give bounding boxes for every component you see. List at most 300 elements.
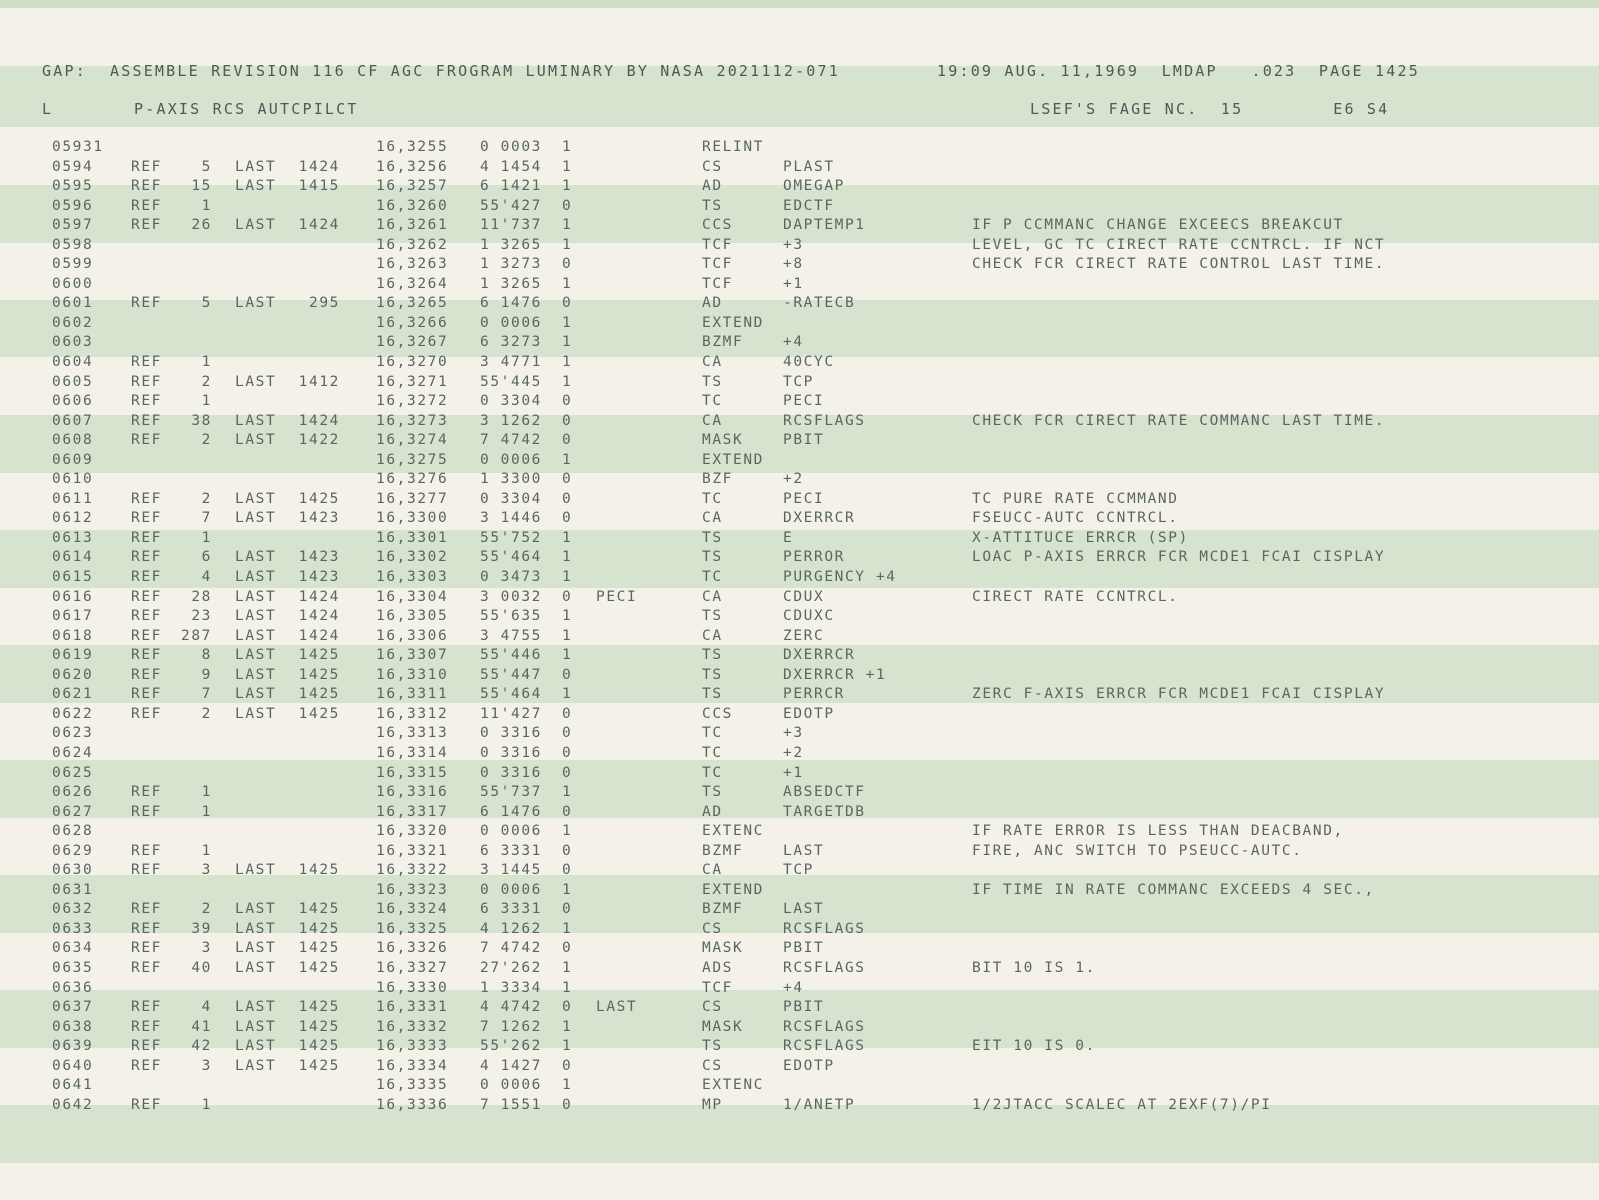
- line-number: 0595: [52, 178, 94, 195]
- operand: CDUX: [783, 588, 825, 605]
- opcode: CS: [702, 158, 723, 175]
- last-marker: LAST: [235, 373, 277, 390]
- page-header-line-2: [42, 100, 1390, 118]
- parity-bit: 0: [562, 1096, 573, 1113]
- octal-word: 6 3331: [480, 901, 542, 918]
- memory-address: 16,3265: [376, 295, 449, 312]
- octal-word: 0 3304: [480, 490, 542, 507]
- header-assembly-title: ASSEMBLE REVISION 116 CF AGC FROGRAM LUMINARY BY NASA 2021112-071: [110, 62, 840, 80]
- operand: EDCTF: [783, 197, 835, 214]
- memory-address: 16,3307: [376, 647, 449, 664]
- line-number: 0619: [52, 647, 94, 664]
- listing-row: [0, 510, 1599, 530]
- operand: TCP: [783, 373, 814, 390]
- opcode: MASK: [702, 432, 744, 449]
- listing-row: [0, 725, 1599, 745]
- memory-address: 16,3306: [376, 627, 449, 644]
- memory-address: 16,3311: [376, 686, 449, 703]
- memory-address: 16,3273: [376, 412, 449, 429]
- ref-marker: REF: [131, 569, 162, 586]
- octal-word: 0 0006: [480, 314, 542, 331]
- operand: PBIT: [783, 432, 825, 449]
- parity-bit: 0: [562, 432, 573, 449]
- last-page: 1425: [298, 1038, 340, 1055]
- opcode: CA: [702, 510, 723, 527]
- octal-word: 55'464: [480, 549, 542, 566]
- last-page: 1425: [298, 1057, 340, 1074]
- listing-row: [0, 198, 1599, 218]
- memory-address: 16,3315: [376, 764, 449, 781]
- line-number: 0606: [52, 393, 94, 410]
- operand: RCSFLAGS: [783, 412, 866, 429]
- memory-address: 16,3324: [376, 901, 449, 918]
- line-number: 0612: [52, 510, 94, 527]
- last-page: 1423: [298, 569, 340, 586]
- last-page: 1425: [298, 1018, 340, 1035]
- comment: LOAC P-AXIS ERRCR FCR MCDE1 FCAI CISPLAY: [972, 549, 1386, 566]
- last-marker: LAST: [235, 627, 277, 644]
- operand: -RATECB: [783, 295, 856, 312]
- octal-word: 4 1262: [480, 920, 542, 937]
- line-number: 0614: [52, 549, 94, 566]
- memory-address: 16,3314: [376, 744, 449, 761]
- parity-bit: 1: [562, 881, 573, 898]
- opcode: TC: [702, 725, 723, 742]
- operand: PERRCR: [783, 686, 845, 703]
- memory-address: 16,3261: [376, 217, 449, 234]
- ref-count: 38: [191, 412, 212, 429]
- octal-word: 6 1476: [480, 295, 542, 312]
- line-number: 0641: [52, 1077, 94, 1094]
- listing-row: [0, 589, 1599, 609]
- opcode: TCF: [702, 275, 733, 292]
- listing-row: [0, 549, 1599, 569]
- ref-count: 40: [191, 959, 212, 976]
- octal-word: 1 3265: [480, 236, 542, 253]
- opcode: TS: [702, 647, 723, 664]
- opcode: MASK: [702, 1018, 744, 1035]
- last-page: 1423: [298, 549, 340, 566]
- operand: +2: [783, 471, 804, 488]
- last-page: 1415: [298, 178, 340, 195]
- assembly-listing: [0, 139, 1599, 1116]
- parity-bit: 0: [562, 471, 573, 488]
- comment: ZERC F-AXIS ERRCR FCR MCDE1 FCAI CISPLAY: [972, 686, 1386, 703]
- memory-address: 16,3312: [376, 705, 449, 722]
- ref-count: 1: [201, 803, 212, 820]
- last-marker: LAST: [235, 1018, 277, 1035]
- last-marker: LAST: [235, 920, 277, 937]
- ref-marker: REF: [131, 510, 162, 527]
- parity-bit: 0: [562, 295, 573, 312]
- parity-bit: 0: [562, 803, 573, 820]
- listing-row: [0, 256, 1599, 276]
- line-number: 0597: [52, 217, 94, 234]
- comment: CHECK FCR CIRECT RATE COMMANC LAST TIME.: [972, 412, 1386, 429]
- operand: RCSFLAGS: [783, 920, 866, 937]
- memory-address: 16,3325: [376, 920, 449, 937]
- octal-word: 7 4742: [480, 940, 542, 957]
- ref-marker: REF: [131, 959, 162, 976]
- parity-bit: 1: [562, 823, 573, 840]
- operand: PERROR: [783, 549, 845, 566]
- operand: PBIT: [783, 940, 825, 957]
- listing-row: [0, 315, 1599, 335]
- ref-marker: REF: [131, 373, 162, 390]
- opcode: BZMF: [702, 842, 744, 859]
- memory-address: 16,3300: [376, 510, 449, 527]
- parity-bit: 1: [562, 1018, 573, 1035]
- last-marker: LAST: [235, 999, 277, 1016]
- last-page: 1422: [298, 432, 340, 449]
- ref-count: 39: [191, 920, 212, 937]
- comment: IF P CCMMANC CHANGE EXCEECS BREAKCUT: [972, 217, 1344, 234]
- opcode: AD: [702, 178, 723, 195]
- line-number: 0609: [52, 451, 94, 468]
- opcode: CCS: [702, 217, 733, 234]
- last-marker: LAST: [235, 217, 277, 234]
- octal-word: 3 4771: [480, 354, 542, 371]
- operand: EDOTP: [783, 1057, 835, 1074]
- listing-row: [0, 765, 1599, 785]
- line-number: 0621: [52, 686, 94, 703]
- last-marker: LAST: [235, 412, 277, 429]
- memory-address: 16,3275: [376, 451, 449, 468]
- parity-bit: 1: [562, 334, 573, 351]
- ref-marker: REF: [131, 940, 162, 957]
- octal-word: 3 1445: [480, 862, 542, 879]
- line-number: 0624: [52, 744, 94, 761]
- ref-marker: REF: [131, 842, 162, 859]
- operand: CDUXC: [783, 608, 835, 625]
- listing-row: [0, 237, 1599, 257]
- operand: PBIT: [783, 999, 825, 1016]
- last-page: 1425: [298, 940, 340, 957]
- last-marker: LAST: [235, 510, 277, 527]
- octal-word: 6 1476: [480, 803, 542, 820]
- listing-row: [0, 960, 1599, 980]
- opcode: TS: [702, 666, 723, 683]
- opcode: EXTENC: [702, 823, 764, 840]
- opcode: TC: [702, 490, 723, 507]
- opcode: BZMF: [702, 334, 744, 351]
- ref-count: 3: [201, 1057, 212, 1074]
- opcode: ADS: [702, 959, 733, 976]
- octal-word: 7 1262: [480, 1018, 542, 1035]
- parity-bit: 1: [562, 178, 573, 195]
- listing-row: [0, 178, 1599, 198]
- octal-word: 55'635: [480, 608, 542, 625]
- memory-address: 16,3323: [376, 881, 449, 898]
- last-marker: LAST: [235, 647, 277, 664]
- memory-address: 16,3302: [376, 549, 449, 566]
- listing-row: [0, 999, 1599, 1019]
- octal-word: 55'737: [480, 784, 542, 801]
- ref-count: 1: [201, 1096, 212, 1113]
- opcode: TC: [702, 393, 723, 410]
- octal-word: 55'445: [480, 373, 542, 390]
- parity-bit: 1: [562, 686, 573, 703]
- octal-word: 7 4742: [480, 432, 542, 449]
- opcode: TS: [702, 529, 723, 546]
- opcode: CS: [702, 1057, 723, 1074]
- last-page: 1425: [298, 647, 340, 664]
- line-number: 0608: [52, 432, 94, 449]
- last-page: 1425: [298, 920, 340, 937]
- ref-marker: REF: [131, 666, 162, 683]
- ref-marker: REF: [131, 1018, 162, 1035]
- ref-marker: REF: [131, 588, 162, 605]
- parity-bit: 0: [562, 901, 573, 918]
- ref-count: 8: [201, 647, 212, 664]
- ref-count: 287: [181, 627, 212, 644]
- octal-word: 11'427: [480, 705, 542, 722]
- operand: RCSFLAGS: [783, 959, 866, 976]
- opcode: AD: [702, 295, 723, 312]
- parity-bit: 0: [562, 412, 573, 429]
- listing-row: [0, 413, 1599, 433]
- operand: DXERRCR: [783, 647, 856, 664]
- memory-address: 16,3327: [376, 959, 449, 976]
- parity-bit: 0: [562, 744, 573, 761]
- opcode: TCF: [702, 236, 733, 253]
- octal-word: 55'447: [480, 666, 542, 683]
- listing-row: [0, 608, 1599, 628]
- operand: EDOTP: [783, 705, 835, 722]
- parity-bit: 1: [562, 451, 573, 468]
- last-marker: LAST: [235, 862, 277, 879]
- opcode: TC: [702, 569, 723, 586]
- memory-address: 16,3271: [376, 373, 449, 390]
- comment: BIT 10 IS 1.: [972, 959, 1096, 976]
- listing-row: [0, 843, 1599, 863]
- listing-row: [0, 882, 1599, 902]
- listing-row: [0, 901, 1599, 921]
- line-number: 0613: [52, 529, 94, 546]
- ref-count: 2: [201, 705, 212, 722]
- octal-word: 3 0032: [480, 588, 542, 605]
- line-number: 0625: [52, 764, 94, 781]
- opcode: CA: [702, 627, 723, 644]
- opcode: MP: [702, 1096, 723, 1113]
- octal-word: 0 0006: [480, 1077, 542, 1094]
- opcode: CA: [702, 862, 723, 879]
- ref-marker: REF: [131, 217, 162, 234]
- ref-marker: REF: [131, 529, 162, 546]
- parity-bit: 1: [562, 608, 573, 625]
- octal-word: 1 3334: [480, 979, 542, 996]
- ref-count: 26: [191, 217, 212, 234]
- listing-row: [0, 1097, 1599, 1117]
- parity-bit: 1: [562, 1038, 573, 1055]
- listing-row: [0, 393, 1599, 413]
- listing-row: [0, 1077, 1599, 1097]
- opcode: TC: [702, 744, 723, 761]
- listing-row: [0, 921, 1599, 941]
- operand: +1: [783, 764, 804, 781]
- ref-count: 6: [201, 549, 212, 566]
- operand: DXERRCR +1: [783, 666, 887, 683]
- last-page: 1425: [298, 705, 340, 722]
- octal-word: 1 3265: [480, 275, 542, 292]
- ref-count: 7: [201, 510, 212, 527]
- paper-top-band: [0, 0, 1599, 8]
- ref-count: 2: [201, 490, 212, 507]
- listing-row: [0, 432, 1599, 452]
- operand: +2: [783, 744, 804, 761]
- ref-count: 3: [201, 862, 212, 879]
- line-number: 0623: [52, 725, 94, 742]
- ref-marker: REF: [131, 803, 162, 820]
- line-number: 0605: [52, 373, 94, 390]
- memory-address: 16,3316: [376, 784, 449, 801]
- comment: FIRE, ANC SWITCH TO PSEUCC-AUTC.: [972, 842, 1303, 859]
- ref-marker: REF: [131, 197, 162, 214]
- opcode: MASK: [702, 940, 744, 957]
- ref-count: 28: [191, 588, 212, 605]
- listing-row: [0, 647, 1599, 667]
- opcode: TS: [702, 373, 723, 390]
- operand: TARGETDB: [783, 803, 866, 820]
- listing-row: [0, 354, 1599, 374]
- last-page: 1425: [298, 862, 340, 879]
- listing-row: [0, 374, 1599, 394]
- ref-count: 1: [201, 197, 212, 214]
- ref-count: 4: [201, 999, 212, 1016]
- octal-word: 0 3316: [480, 744, 542, 761]
- memory-address: 16,3272: [376, 393, 449, 410]
- parity-bit: 1: [562, 373, 573, 390]
- listing-row: [0, 667, 1599, 687]
- parity-bit: 1: [562, 529, 573, 546]
- memory-address: 16,3301: [376, 529, 449, 546]
- listing-row: [0, 569, 1599, 589]
- last-page: 1424: [298, 608, 340, 625]
- line-number: 0604: [52, 354, 94, 371]
- memory-address: 16,3274: [376, 432, 449, 449]
- ref-count: 15: [191, 178, 212, 195]
- listing-row: [0, 686, 1599, 706]
- header-date-page: 19:09 AUG. 11,1969 LMDAP .023 PAGE 1425: [937, 62, 1420, 80]
- parity-bit: 1: [562, 979, 573, 996]
- operand: E: [783, 529, 794, 546]
- line-number: 0634: [52, 940, 94, 957]
- listing-row: [0, 276, 1599, 296]
- opcode: RELINT: [702, 139, 764, 155]
- line-number: 0631: [52, 881, 94, 898]
- memory-address: 16,3334: [376, 1057, 449, 1074]
- parity-bit: 0: [562, 705, 573, 722]
- ref-count: 1: [201, 393, 212, 410]
- comment: TC PURE RATE CCMMAND: [972, 490, 1179, 507]
- memory-address: 16,3262: [376, 236, 449, 253]
- listing-row: [0, 452, 1599, 472]
- listing-row: [0, 940, 1599, 960]
- last-page: 1424: [298, 158, 340, 175]
- line-number: 0627: [52, 803, 94, 820]
- octal-word: 4 1427: [480, 1057, 542, 1074]
- ref-count: 41: [191, 1018, 212, 1035]
- memory-address: 16,3256: [376, 158, 449, 175]
- ref-marker: REF: [131, 608, 162, 625]
- last-page: 1425: [298, 999, 340, 1016]
- ref-marker: REF: [131, 999, 162, 1016]
- ref-count: 42: [191, 1038, 212, 1055]
- ref-marker: REF: [131, 490, 162, 507]
- memory-address: 16,3320: [376, 823, 449, 840]
- listing-row: [0, 1038, 1599, 1058]
- last-page: 1425: [298, 959, 340, 976]
- listing-row: [0, 804, 1599, 824]
- last-marker: LAST: [235, 1038, 277, 1055]
- opcode: CA: [702, 354, 723, 371]
- line-number: 0636: [52, 979, 94, 996]
- last-marker: LAST: [235, 940, 277, 957]
- comment: CHECK FCR CIRECT RATE CONTROL LAST TIME.: [972, 256, 1386, 273]
- operand: 40CYC: [783, 354, 835, 371]
- listing-row: [0, 295, 1599, 315]
- memory-address: 16,3335: [376, 1077, 449, 1094]
- octal-word: 7 1551: [480, 1096, 542, 1113]
- ref-marker: REF: [131, 178, 162, 195]
- parity-bit: 1: [562, 314, 573, 331]
- memory-address: 16,3255: [376, 139, 449, 155]
- ref-count: 4: [201, 569, 212, 586]
- ref-count: 1: [201, 529, 212, 546]
- parity-bit: 1: [562, 217, 573, 234]
- ref-marker: REF: [131, 354, 162, 371]
- opcode: EXTEND: [702, 451, 764, 468]
- last-page: 1424: [298, 588, 340, 605]
- operand: OMEGAP: [783, 178, 845, 195]
- listing-row: [0, 491, 1599, 511]
- memory-address: 16,3322: [376, 862, 449, 879]
- comment: FSEUCC-AUTC CCNTRCL.: [972, 510, 1179, 527]
- opcode: CA: [702, 412, 723, 429]
- parity-bit: 0: [562, 510, 573, 527]
- listing-row: [0, 530, 1599, 550]
- last-page: 1424: [298, 627, 340, 644]
- label: LAST: [596, 999, 638, 1016]
- listing-row: [0, 1019, 1599, 1039]
- octal-word: 6 3273: [480, 334, 542, 351]
- line-number: 0633: [52, 920, 94, 937]
- ref-count: 5: [201, 295, 212, 312]
- memory-address: 16,3331: [376, 999, 449, 1016]
- octal-word: 55'752: [480, 529, 542, 546]
- line-number: 0620: [52, 666, 94, 683]
- last-marker: LAST: [235, 1057, 277, 1074]
- parity-bit: 0: [562, 588, 573, 605]
- opcode: TS: [702, 608, 723, 625]
- line-number: 0594: [52, 158, 94, 175]
- octal-word: 27'262: [480, 959, 542, 976]
- operand: PURGENCY +4: [783, 569, 897, 586]
- last-marker: LAST: [235, 295, 277, 312]
- section-title: P-AXIS RCS AUTCPILCT: [134, 100, 359, 118]
- operand: +4: [783, 334, 804, 351]
- parity-bit: 1: [562, 1077, 573, 1094]
- octal-word: 1 3273: [480, 256, 542, 273]
- opcode: CCS: [702, 705, 733, 722]
- parity-bit: 1: [562, 275, 573, 292]
- ref-marker: REF: [131, 295, 162, 312]
- operand: ZERC: [783, 627, 825, 644]
- operand: RCSFLAGS: [783, 1038, 866, 1055]
- comment: X-ATTITUCE ERRCR (SP): [972, 529, 1189, 546]
- opcode: TS: [702, 784, 723, 801]
- listing-row: [0, 159, 1599, 179]
